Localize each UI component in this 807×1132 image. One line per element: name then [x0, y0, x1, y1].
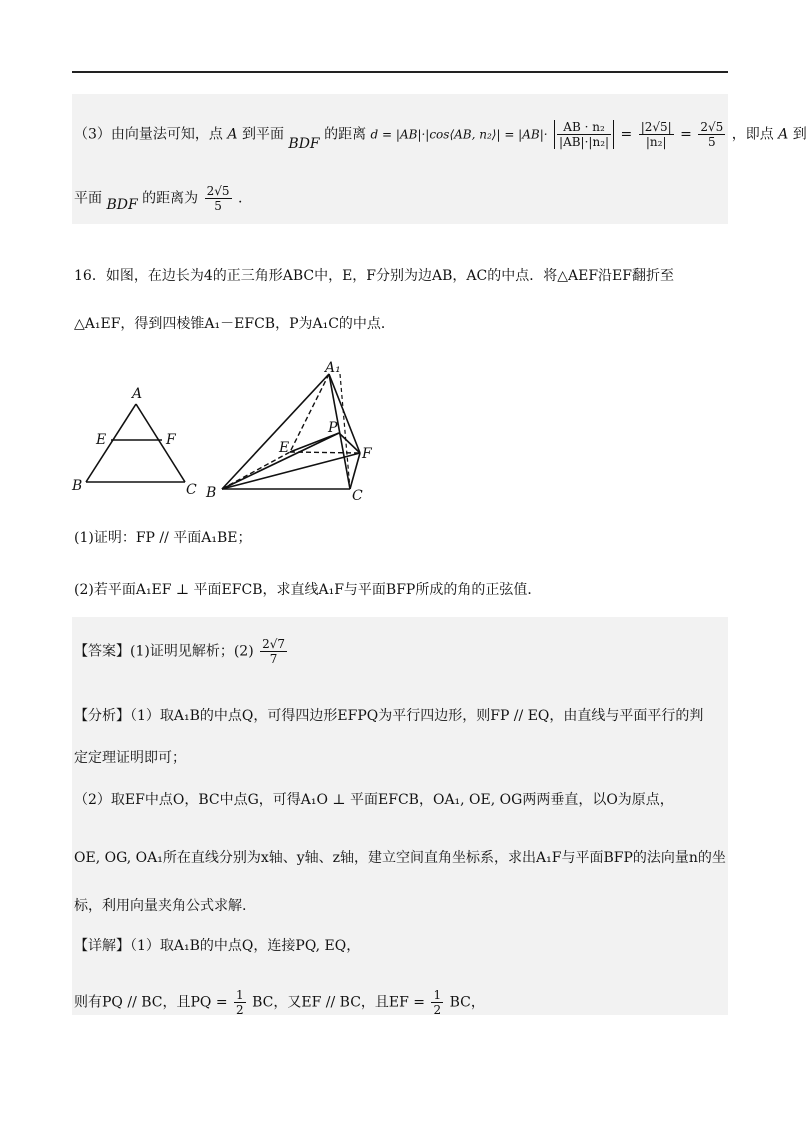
problem16-line1: 16．如图，在边长为4的正三角形ABC中，E，F分别为边AB，AC的中点．将△AEF沿EF翻折至 — [74, 268, 674, 284]
text: . — [237, 190, 243, 207]
figure-pyramid — [200, 360, 390, 505]
figure-triangle — [68, 382, 208, 502]
analysis-line5: 标，利用向量夹角公式求解. — [74, 898, 247, 914]
analysis-line1: 【分析】（1）取A₁B的中点Q，可得四边形EFPQ为平行四边形，则FP // EQ，由直线与平面平行的判 — [74, 708, 704, 724]
fraction-2 — [639, 120, 674, 149]
edge-ab — [86, 404, 136, 482]
frac-den: |n₂| — [645, 135, 667, 149]
frac-num: |2√5| — [640, 120, 672, 134]
label-a: A — [132, 386, 143, 402]
label-f: F — [362, 446, 372, 462]
frac-den: 7 — [269, 652, 278, 666]
label-b: B — [206, 485, 217, 501]
part3-line1 — [74, 120, 807, 152]
frac-den: 2 — [433, 1003, 442, 1017]
frac-num: 1 — [236, 988, 244, 1002]
point-a: A — [227, 126, 238, 143]
text: BC，又EF // BC，且EF = — [252, 994, 426, 1011]
edge-ac — [136, 404, 185, 482]
frac-num: 1 — [433, 988, 442, 1002]
frac-num: 2√7 — [262, 637, 286, 651]
part3-line2 — [74, 184, 242, 213]
text: 平面 — [74, 190, 102, 207]
label-c: C — [186, 482, 197, 498]
distance-formula: d = |AB|·|cos⟨AB, n₂⟩| = |AB|· — [370, 127, 548, 142]
text: BC， — [449, 994, 485, 1011]
frac-den: 2 — [236, 1003, 244, 1017]
edge-b-a1 — [222, 374, 329, 489]
label-a1: A₁ — [325, 360, 341, 376]
answer-line — [74, 637, 289, 666]
frac-den: 5 — [214, 199, 222, 213]
header-rule — [72, 71, 728, 73]
edge-b-f — [222, 453, 360, 489]
result-fraction — [698, 120, 725, 149]
edge-b-e-dashed — [222, 452, 290, 489]
text: ，即点 — [731, 126, 774, 143]
frac-num: AB · n₂ — [557, 120, 611, 135]
label-c: C — [352, 488, 363, 504]
text: 的距离为 — [142, 190, 199, 207]
detail-line1: 【详解】（1）取A₁B的中点Q，连接PQ, EQ， — [74, 938, 361, 954]
analysis-line4: OE, OG, OA₁所在直线分别为x轴、y轴、z轴，建立空间直角坐标系，求出A₁F与平面BFP的法向量n的坐 — [74, 850, 726, 866]
text: （3）由向量法可知，点 — [74, 126, 223, 143]
plane-bdf: BDF — [106, 196, 138, 213]
edge-a1-c-dashed — [340, 374, 350, 489]
question-1: (1)证明：FP // 平面A₁BE； — [74, 530, 252, 546]
detail-line2 — [74, 988, 485, 1017]
label-f: F — [166, 432, 176, 448]
label-e: E — [96, 432, 107, 448]
text: 则有PQ // BC，且PQ = — [74, 994, 228, 1011]
label-e: E — [279, 440, 290, 456]
fraction-1 — [554, 120, 614, 149]
half-fraction — [431, 988, 443, 1017]
edge-a1-f — [329, 374, 360, 453]
label-p: P — [328, 420, 338, 436]
question-2: (2)若平面A₁EF ⊥ 平面EFCB，求直线A₁F与平面BFP所成的角的正弦值． — [74, 582, 542, 598]
equals: = — [620, 126, 633, 143]
text: 到平面 — [241, 126, 284, 143]
answer-fraction — [260, 637, 287, 666]
frac-den: 5 — [707, 135, 716, 149]
edge-c-f — [350, 453, 360, 489]
analysis-line3: （2）取EF中点O，BC中点G，可得A₁O ⊥ 平面EFCB，OA₁, OE, OG两两垂直，以O为原点， — [74, 792, 674, 808]
equals: = — [680, 126, 692, 143]
analysis-line2: 定定理证明即可； — [74, 750, 186, 766]
result-fraction — [205, 184, 232, 213]
text: 的距离 — [324, 126, 367, 143]
frac-num: 2√5 — [206, 184, 230, 198]
problem16-line2: △A₁EF，得到四棱锥A₁－EFCB，P为A₁C的中点． — [74, 316, 395, 332]
text: 到 — [792, 126, 807, 143]
frac-num: 2√5 — [700, 120, 724, 134]
frac-den: |AB|·|n₂| — [559, 135, 610, 149]
answer-prefix: 【答案】(1)证明见解析；(2) — [74, 643, 254, 660]
label-b: B — [72, 478, 83, 494]
point-a: A — [778, 126, 789, 143]
half-fraction — [234, 988, 246, 1017]
edge-e-f-dashed — [290, 452, 360, 453]
plane-bdf: BDF — [288, 135, 320, 152]
